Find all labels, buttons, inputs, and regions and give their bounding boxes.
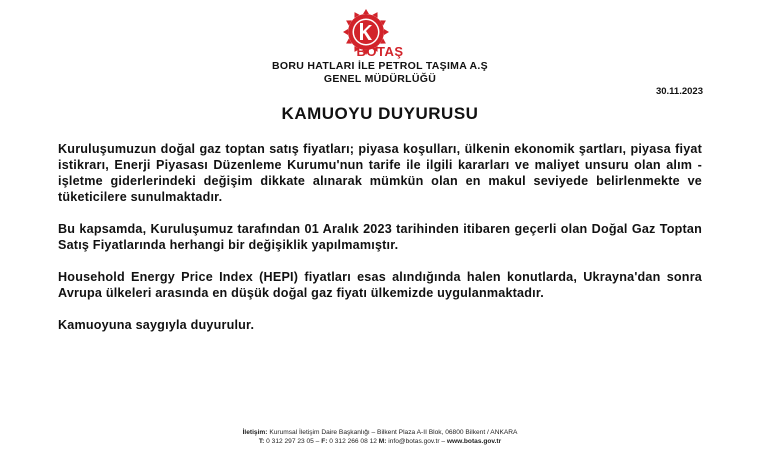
paragraph-3: Household Energy Price Index (HEPI) fiyatları esas alındığında halen konutlarda, Ukrayna'dan sonra Avrupa ülkeleri arasında en düşük doğal gaz fiyatı ülkemizde uygulanmaktadır.: [58, 270, 702, 300]
phone-number: 0 312 297 23 05 –: [264, 438, 322, 445]
brand-name: BOTAŞ: [356, 44, 404, 59]
paragraph-1: Kuruluşumuzun doğal gaz toptan satış fiyatları; piyasa koşulları, ülkenin ekonomik şartları, piyasa fiyat istikrarı, Enerji Piyasası Düzenleme Kurumu'nun tarife ile ilgili kararları ve maliyet unsuru olan alım - işletme giderlerindeki değişim dikkate alınarak mümkün olan en makul seviyede belirlenmekte ve tüketicilere sunulmaktadır.: [58, 142, 702, 204]
mail-address: info@botas.gov.tr –: [386, 438, 447, 445]
mail-label: M:: [378, 438, 387, 445]
paragraph-4: Kamuoyuna saygıyla duyurulur.: [58, 318, 255, 332]
fax-number: 0 312 266 08 12: [327, 438, 379, 445]
document-date: 30.11.2023: [655, 86, 703, 97]
paragraph-2: Bu kapsamda, Kuruluşumuz tarafından 01 Aralık 2023 tarihinden itibaren geçerli olan Doğal Gaz Toptan Satış Fiyatlarında herhangi bir değişiklik yapılmamıştır.: [58, 222, 702, 252]
company-name: [0, 60, 760, 86]
footer-phone-line: [0, 437, 760, 446]
footer-contact: [0, 428, 760, 446]
document-body: [58, 141, 702, 349]
web-link[interactable]: www.botas.gov.tr: [446, 438, 502, 445]
company-line-1: BORU HATLARI İLE PETROL TAŞIMA A.Ş: [272, 60, 488, 72]
document-title: KAMUOYU DUYURUSU: [281, 104, 479, 123]
contact-label: İletişim:: [242, 429, 268, 436]
footer-address: Kurumsal İletişim Daire Başkanlığı – Bilkent Plaza A-II Blok, 06800 Bilkent / ANKARA: [267, 429, 518, 436]
fax-label: F:: [321, 438, 328, 445]
phone-label: T:: [258, 438, 265, 445]
company-line-2: GENEL MÜDÜRLÜĞÜ: [323, 73, 437, 85]
footer-address-line: [0, 428, 760, 437]
